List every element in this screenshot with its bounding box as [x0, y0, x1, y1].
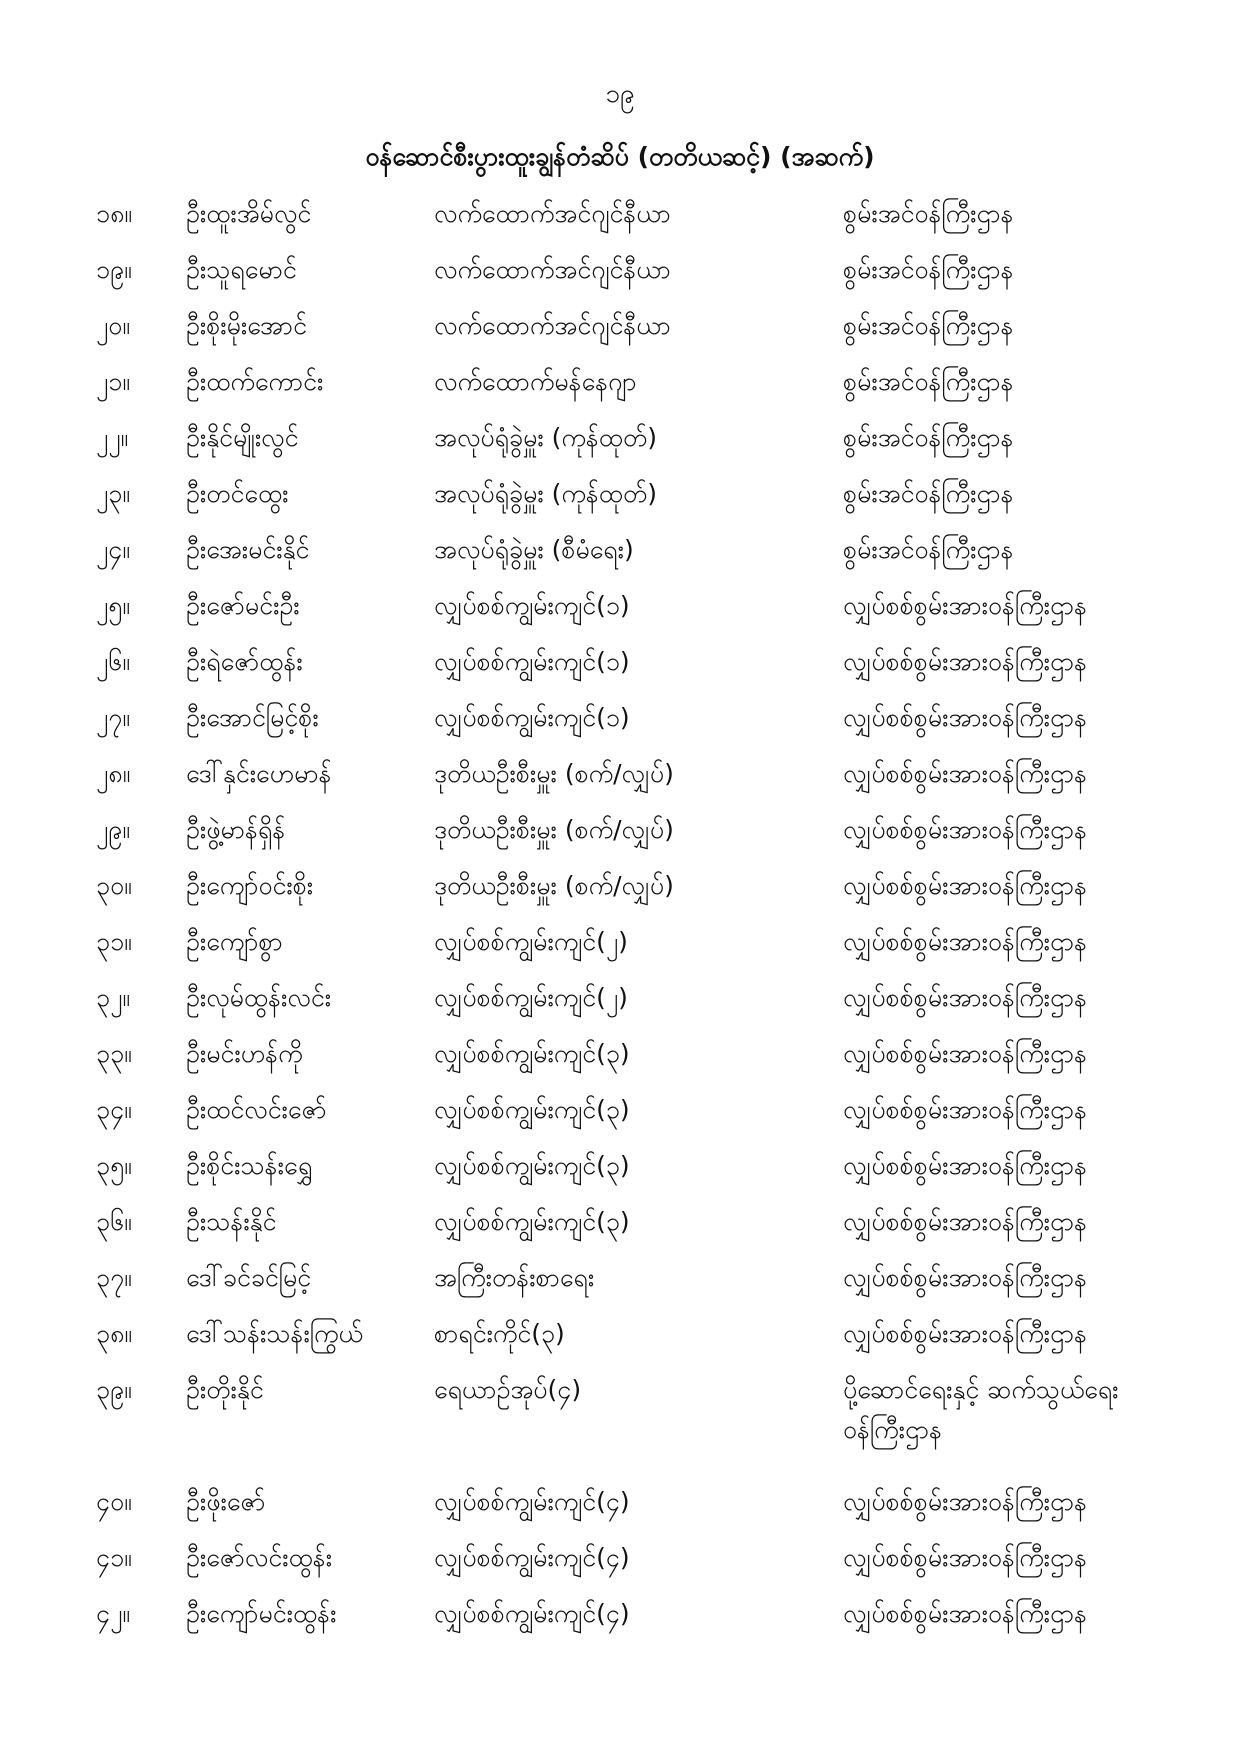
- list-item: [0, 586, 1240, 642]
- recipient-position: လက်ထောက်အင်ဂျင်နီယာ: [434, 255, 671, 284]
- entry-number: ၂၃။: [96, 479, 130, 508]
- recipient-name: ဦးတင်ထွေး: [186, 479, 289, 508]
- entry-number: ၃၁။: [96, 927, 132, 956]
- recipient-name: ဦးစိုင်းသန်းရွှေ: [186, 1151, 313, 1180]
- entry-number: ၄၀။: [96, 1487, 132, 1516]
- recipient-department: လျှပ်စစ်စွမ်းအားဝန်ကြီးဌာန: [843, 1095, 1088, 1124]
- list-item: [0, 1146, 1240, 1202]
- list-item: [0, 922, 1240, 978]
- list-item: [0, 530, 1240, 586]
- list-item: [0, 1482, 1240, 1538]
- recipient-name: ဦးမင်းဟန်ကို: [186, 1039, 303, 1068]
- recipient-department: စွမ်းအင်ဝန်ကြီးဌာန: [843, 199, 1014, 228]
- list-item: [0, 1594, 1240, 1650]
- list-item: [0, 194, 1240, 250]
- recipient-department: လျှပ်စစ်စွမ်းအားဝန်ကြီးဌာန: [843, 927, 1088, 956]
- recipient-department: လျှပ်စစ်စွမ်းအားဝန်ကြီးဌာန: [843, 815, 1088, 844]
- recipient-name: ဦးဇော်လင်းထွန်း: [186, 1543, 333, 1572]
- list-item: [0, 418, 1240, 474]
- entry-number: ၂၈။: [96, 759, 131, 788]
- recipient-position: အလုပ်ရုံခွဲမှူး (ကုန်ထုတ်): [434, 423, 658, 452]
- recipient-position: ဒုတိယဦးစီးမှူး (စက်/လျှပ်): [434, 815, 674, 844]
- recipient-name: ဦးထက်ကောင်း: [186, 367, 324, 396]
- recipient-position: ဒုတိယဦးစီးမှူး (စက်/လျှပ်): [434, 759, 674, 788]
- list-item: [0, 306, 1240, 362]
- recipient-name: ဦးဖွဲ့မာန်ရှိန်: [186, 815, 286, 844]
- recipient-name: ဦးလုမ်ထွန်းလင်း: [186, 983, 332, 1012]
- recipient-department: လျှပ်စစ်စွမ်းအားဝန်ကြီးဌာန: [843, 983, 1088, 1012]
- recipient-name: ဦးကျော်ဝင်းစိုး: [186, 871, 314, 900]
- recipient-position: အကြီးတန်းစာရေး: [434, 1263, 595, 1292]
- recipient-name: ဦးကျော်စွာ: [186, 927, 283, 956]
- entry-number: ၃၄။: [96, 1095, 132, 1124]
- recipient-position: လက်ထောက်အင်ဂျင်နီယာ: [434, 311, 671, 340]
- entry-number: ၃၉။: [96, 1375, 132, 1404]
- list-item: [0, 1034, 1240, 1090]
- list-item: [0, 978, 1240, 1034]
- list-item: [0, 1314, 1240, 1370]
- entry-number: ၂၉။: [96, 815, 130, 844]
- recipient-department: လျှပ်စစ်စွမ်းအားဝန်ကြီးဌာန: [843, 1039, 1088, 1068]
- recipient-department: လျှပ်စစ်စွမ်းအားဝန်ကြီးဌာန: [843, 871, 1088, 900]
- entry-number: ၃၂။: [96, 983, 130, 1012]
- recipient-department: လျှပ်စစ်စွမ်းအားဝန်ကြီးဌာန: [843, 1599, 1088, 1628]
- recipient-department: လျှပ်စစ်စွမ်းအားဝန်ကြီးဌာန: [843, 591, 1088, 620]
- list-item: [0, 754, 1240, 810]
- recipient-position: လျှပ်စစ်ကျွမ်းကျင်(၄): [434, 1543, 630, 1572]
- recipient-name: ဦးသန်းနိုင်: [186, 1207, 277, 1236]
- entry-number: ၂၅။: [96, 591, 130, 620]
- award-recipient-list: [0, 194, 1240, 1650]
- recipient-name: ဒေါ်သန်းသန်းကြွယ်: [186, 1319, 363, 1348]
- recipient-department: လျှပ်စစ်စွမ်းအားဝန်ကြီးဌာန: [843, 647, 1088, 676]
- recipient-name: ဦးအေးမင်းနိုင်: [186, 535, 310, 564]
- entry-number: ၁၈။: [96, 199, 132, 228]
- recipient-position: လက်ထောက်မန်နေဂျာ: [434, 367, 637, 396]
- list-item: [0, 642, 1240, 698]
- entry-number: ၂၆။: [96, 647, 130, 676]
- list-item: [0, 698, 1240, 754]
- recipient-department: စွမ်းအင်ဝန်ကြီးဌာန: [843, 311, 1014, 340]
- recipient-department: လျှပ်စစ်စွမ်းအားဝန်ကြီးဌာန: [843, 1319, 1088, 1348]
- recipient-position: လျှပ်စစ်ကျွမ်းကျင်(၃): [434, 1151, 630, 1180]
- recipient-department: ပို့ဆောင်ရေးနှင့် ဆက်သွယ်ရေး ဝန်ကြီးဌာန: [843, 1375, 1119, 1444]
- entry-number: ၃၃။: [96, 1039, 132, 1068]
- recipient-department: စွမ်းအင်ဝန်ကြီးဌာန: [843, 367, 1014, 396]
- recipient-name: ဦးဇော်မင်းဦး: [186, 591, 300, 620]
- recipient-name: ဦးကျော်မင်းထွန်း: [186, 1599, 337, 1628]
- recipient-name: ဦးထင်လင်းဇော်: [186, 1095, 327, 1124]
- entry-number: ၂၇။: [96, 703, 130, 732]
- recipient-position: လျှပ်စစ်ကျွမ်းကျင်(၂): [434, 927, 628, 956]
- recipient-department: စွမ်းအင်ဝန်ကြီးဌာန: [843, 535, 1014, 564]
- recipient-name: ဒေါ်ခင်ခင်မြင့်: [186, 1263, 312, 1292]
- recipient-position: လျှပ်စစ်ကျွမ်းကျင်(၃): [434, 1039, 630, 1068]
- page-title: ဝန်ဆောင်စီးပွားထူးချွန်တံဆိပ် (တတိယဆင့်) (အဆက်): [365, 142, 875, 171]
- recipient-position: စာရင်းကိုင်(၃): [434, 1319, 565, 1348]
- recipient-position: လျှပ်စစ်ကျွမ်းကျင်(၂): [434, 983, 628, 1012]
- entry-number: ၃၇။: [96, 1263, 132, 1292]
- recipient-name: ဦးနိုင်မျိုးလွင်: [186, 423, 299, 452]
- entry-number: ၄၁။: [96, 1543, 132, 1572]
- entry-number: ၂၁။: [96, 367, 130, 396]
- list-item: [0, 1370, 1240, 1482]
- recipient-position: ဒုတိယဦးစီးမှူး (စက်/လျှပ်): [434, 871, 674, 900]
- list-item: [0, 1538, 1240, 1594]
- recipient-position: လျှပ်စစ်ကျွမ်းကျင်(၁): [434, 703, 630, 732]
- entry-number: ၂၂။: [96, 423, 129, 452]
- recipient-position: လျှပ်စစ်ကျွမ်းကျင်(၄): [434, 1599, 630, 1628]
- recipient-name: ဦးဖိုးဇော်: [186, 1487, 266, 1516]
- recipient-position: အလုပ်ရုံခွဲမှူး (စီမံရေး): [434, 535, 634, 564]
- entry-number: ၃၀။: [96, 871, 132, 900]
- entry-number: ၁၉။: [96, 255, 132, 284]
- entry-number: ၃၆။: [96, 1207, 132, 1236]
- list-item: [0, 1258, 1240, 1314]
- recipient-department: လျှပ်စစ်စွမ်းအားဝန်ကြီးဌာန: [843, 703, 1088, 732]
- page-number: ၁၉: [605, 79, 635, 109]
- recipient-department: လျှပ်စစ်စွမ်းအားဝန်ကြီးဌာန: [843, 1263, 1088, 1292]
- list-item: [0, 1202, 1240, 1258]
- recipient-department: စွမ်းအင်ဝန်ကြီးဌာန: [843, 423, 1014, 452]
- recipient-department: လျှပ်စစ်စွမ်းအားဝန်ကြီးဌာန: [843, 1543, 1088, 1572]
- list-item: [0, 866, 1240, 922]
- list-item: [0, 362, 1240, 418]
- recipient-department: လျှပ်စစ်စွမ်းအားဝန်ကြီးဌာန: [843, 759, 1088, 788]
- recipient-name: ဒေါ်နှင်းဟေမာန်: [186, 759, 332, 788]
- recipient-position: လျှပ်စစ်ကျွမ်းကျင်(၁): [434, 647, 630, 676]
- recipient-position: လျှပ်စစ်ကျွမ်းကျင်(၄): [434, 1487, 630, 1516]
- recipient-name: ဦးရဲဇော်ထွန်း: [186, 647, 303, 676]
- recipient-position: လက်ထောက်အင်ဂျင်နီယာ: [434, 199, 671, 228]
- recipient-name: ဦးစိုးမိုးအောင်: [186, 311, 307, 340]
- list-item: [0, 250, 1240, 306]
- list-item: [0, 1090, 1240, 1146]
- recipient-position: လျှပ်စစ်ကျွမ်းကျင်(၁): [434, 591, 630, 620]
- recipient-department: စွမ်းအင်ဝန်ကြီးဌာန: [843, 479, 1014, 508]
- list-item: [0, 810, 1240, 866]
- entry-number: ၃၅။: [96, 1151, 132, 1180]
- recipient-name: ဦးအောင်မြင့်စိုး: [186, 703, 319, 732]
- entry-number: ၂၀။: [96, 311, 130, 340]
- recipient-position: ရေယာဉ်အုပ်(၄): [434, 1375, 582, 1404]
- recipient-department: လျှပ်စစ်စွမ်းအားဝန်ကြီးဌာန: [843, 1207, 1088, 1236]
- list-item: [0, 474, 1240, 530]
- entry-number: ၄၂။: [96, 1599, 130, 1628]
- entry-number: ၂၄။: [96, 535, 130, 564]
- recipient-department: စွမ်းအင်ဝန်ကြီးဌာန: [843, 255, 1014, 284]
- recipient-department: လျှပ်စစ်စွမ်းအားဝန်ကြီးဌာန: [843, 1151, 1088, 1180]
- recipient-position: အလုပ်ရုံခွဲမှူး (ကုန်ထုတ်): [434, 479, 658, 508]
- entry-number: ၃၈။: [96, 1319, 132, 1348]
- recipient-department: လျှပ်စစ်စွမ်းအားဝန်ကြီးဌာန: [843, 1487, 1088, 1516]
- recipient-name: ဦးတိုးနိုင်: [186, 1375, 264, 1404]
- recipient-name: ဦးထူးအိမ်လွင်: [186, 199, 312, 228]
- recipient-name: ဦးသူရမောင်: [186, 255, 297, 284]
- recipient-position: လျှပ်စစ်ကျွမ်းကျင်(၃): [434, 1095, 630, 1124]
- recipient-position: လျှပ်စစ်ကျွမ်းကျင်(၃): [434, 1207, 630, 1236]
